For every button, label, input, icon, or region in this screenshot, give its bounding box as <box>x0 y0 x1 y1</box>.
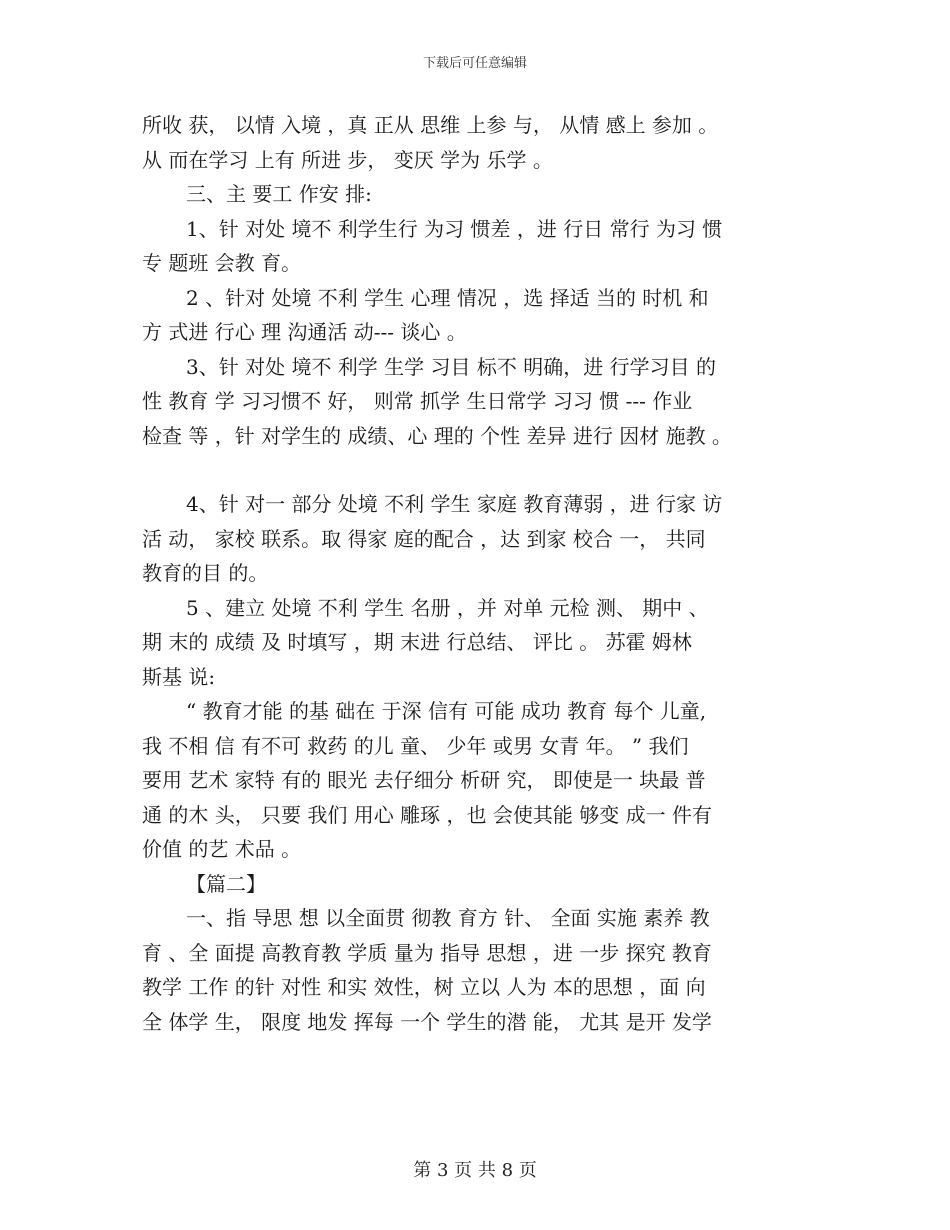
text-line: 4、针 对一 部分 处境 不利 学生 家庭 教育薄弱 ，进 行家 访 <box>186 492 723 516</box>
text-line: 【篇二】 <box>186 871 266 896</box>
text-line: 斯基 说: <box>142 664 216 689</box>
text-line: 方 式进 行心 理 沟通活 动--- 谈心 。 <box>142 320 467 344</box>
page-header: 下载后可任意编辑 <box>422 56 527 71</box>
text-line: “ 教育才能 的基 础在 于深 信有 可能 成功 教育 每个 儿童, <box>186 699 707 723</box>
text-line: 期 末的 成绩 及 时填写 ，期 末进 行总结、 评比 。 苏霍 姆林 <box>142 630 692 654</box>
text-line: 3、针 对处 境不 利学 生学 习目 标不 明确，进 行学习目 的 <box>186 354 716 379</box>
paragraph-1 <box>142 108 818 177</box>
text-line: 5 、建立 处境 不利 学生 名册 ，并 对单 元检 测、 期中 、 <box>186 595 709 620</box>
page-number-footer: 第 3 页 共 8 页 <box>413 1160 537 1181</box>
text-line: 三、主 要工 作安 排: <box>186 182 372 206</box>
text-line: 从 而在学习 上有 所进 步， 变厌 学为 乐学 。 <box>142 147 553 172</box>
text-line: 我 不相 信 有不可 救药 的儿 童、 少年 或男 女青 年。 ” 我们 <box>142 733 689 758</box>
text-line: 性 教育 学 习习惯不 好， 则常 抓学 生日常学 习习 惯 --- 作业 <box>142 389 693 413</box>
document-body <box>142 108 818 1039</box>
paragraph-guiding-idea <box>142 901 818 1039</box>
paragraph-item-5 <box>142 591 818 695</box>
text-line: 检查 等 ，针 对学生的 成绩、心 理的 个性 差异 进行 因材 施教 。 <box>142 423 732 448</box>
text-line: 教育的目 的。 <box>142 561 269 585</box>
paragraph-item-1 <box>142 212 818 281</box>
section-heading-work-plan <box>142 177 818 212</box>
text-line: 一、指 导思 想 以全面贯 彻教 育方 针、 全面 实施 素养 教 <box>186 906 710 930</box>
section-heading-part-two <box>142 867 818 902</box>
text-line: 价值 的艺 术品 。 <box>142 837 302 861</box>
text-line: 要用 艺术 家特 有的 眼光 去仔细分 析研 究， 即使是一 块最 普 <box>142 768 706 792</box>
paragraph-item-4 <box>142 487 818 591</box>
paragraph-item-2 <box>142 281 818 350</box>
text-line: 教学 工作 的针 对性 和实 效性，树 立以 人为 本的思想 ，面 向 <box>142 975 706 999</box>
text-line: 所收 获， 以情 入境 ，真 正从 思维 上参 与， 从情 感上 参加 。 <box>142 113 719 137</box>
text-line: 2 、针对 处境 不利 学生 心理 情况 ，选 择适 当的 时机 和 <box>186 285 709 310</box>
text-line: 通 的木 头， 只要 我们 用心 雕琢 ，也 会使其能 够变 成一 件有 <box>142 802 712 827</box>
text-line: 专 题班 会教 育。 <box>142 251 302 275</box>
paragraph-quote <box>142 694 818 867</box>
text-line: 1、针 对处 境不 利学生行 为习 惯差 ，进 行日 常行 为习 惯 <box>186 216 723 241</box>
text-line: 育 、全 面提 高教育教 学质 量为 指导 思想 ，进 一步 探究 教育 <box>142 940 712 965</box>
text-line: 全 体学 生， 限度 地发 挥每 一个 学生的潜 能， 尤其 是开 发学 <box>142 1009 712 1034</box>
text-line: 活 动， 家校 联系。取 得家 庭的配合 ，达 到家 校合 一， 共同 <box>142 526 706 551</box>
paragraph-item-3 <box>142 350 818 454</box>
